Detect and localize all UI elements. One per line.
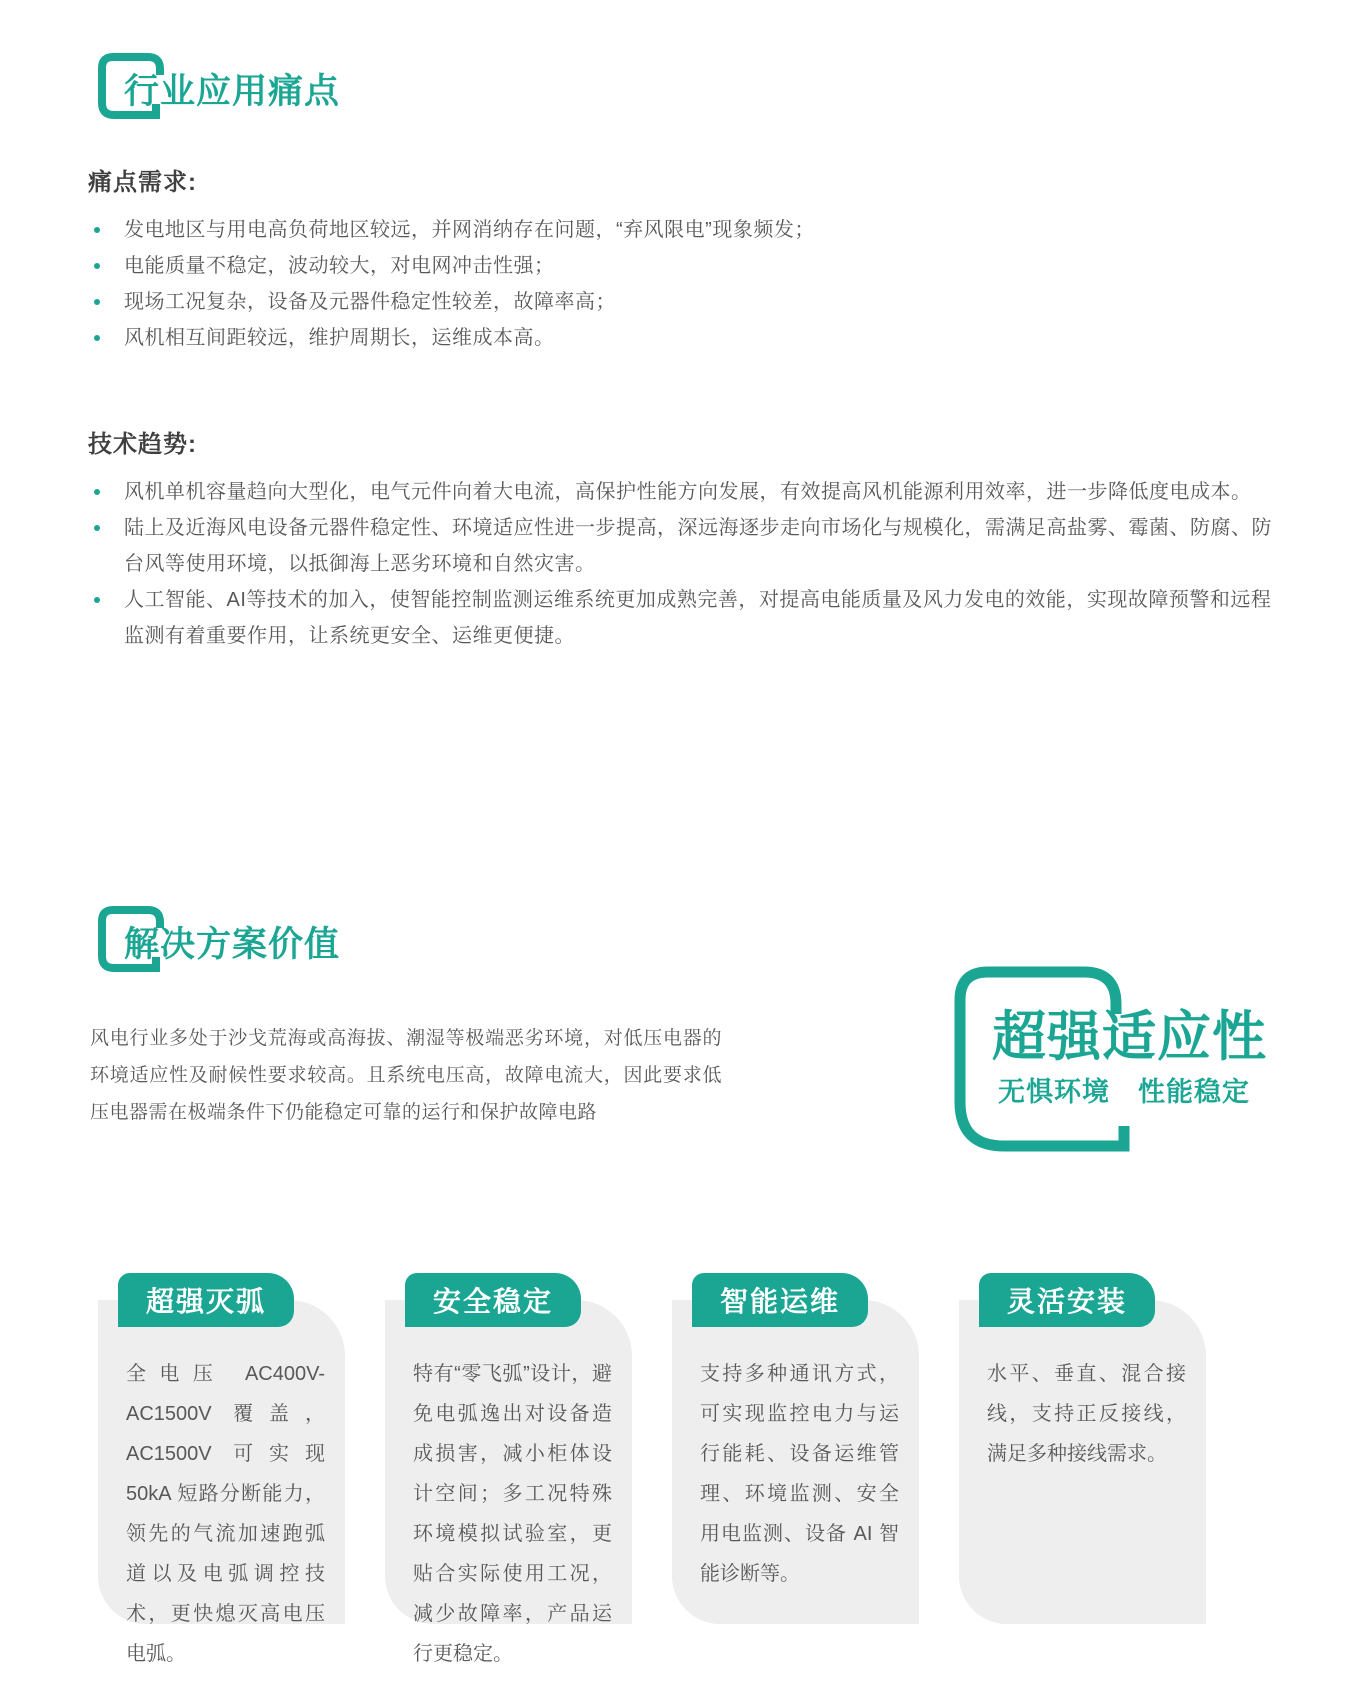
feature-card-tab: [405, 1273, 581, 1327]
section-heading-solution: [96, 903, 516, 993]
bullet-text: 风机相互间距较远，维护周期长，运维成本高。: [124, 327, 555, 349]
bullet-text: 电能质量不稳定，波动较大，对电网冲击性强；: [124, 255, 555, 277]
feature-card-title: 超强灭弧: [146, 1286, 267, 1317]
section-title-pain: 行业应用痛点: [124, 72, 341, 111]
list-item: [88, 510, 1284, 582]
solution-paragraph: 风电行业多处于沙戈荒海或高海拔、潮湿等极端恶劣环境，对低压电器的环境适应性及耐候性要求较高。且系统电压高，故障电流大，因此要求低压电器需在极端条件下仍能稳定可靠的运行和保护故障电路: [90, 1028, 722, 1123]
list-item: [88, 284, 1288, 320]
feature-card-tab: [118, 1273, 294, 1327]
feature-highlight: [954, 966, 1284, 1181]
bullet-text: 人工智能、AI等技术的加入，使智能控制监测运维系统更加成熟完善，对提高电能质量及风力发电的效能，实现故障预警和远程监测有着重要作用，让系统更安全、运维更便捷。: [124, 589, 1272, 647]
section-title-solution: 解决方案价值: [124, 925, 341, 964]
bullet-dot-icon: [94, 597, 100, 603]
list-item: [88, 474, 1284, 510]
bullet-dot-icon: [94, 525, 100, 531]
feature-card: [672, 1286, 919, 1624]
bullet-text: 发电地区与用电高负荷地区较远，并网消纳存在问题，“弃风限电”现象频发；: [124, 219, 815, 241]
bullet-dot-icon: [94, 227, 100, 233]
tech-trend-list: [88, 474, 1284, 654]
feature-card-tab: [692, 1273, 868, 1327]
feature-card-text: 特有“零飞弧”设计，避免电弧逸出对设备造成损害，减小柜体设计空间；多工况特殊环境模拟试验室，更贴合实际使用工况，减少故障率，产品运行更稳定。: [413, 1363, 612, 1665]
feature-card-title: 灵活安装: [1007, 1286, 1128, 1317]
bullet-dot-icon: [94, 489, 100, 495]
bullet-text: 现场工况复杂，设备及元器件稳定性较差，故障率高；: [124, 291, 616, 313]
list-item: [88, 320, 1288, 356]
list-item: [88, 582, 1284, 654]
pain-demand-heading: 痛点需求:: [88, 169, 197, 196]
bullet-dot-icon: [94, 335, 100, 341]
list-item: [88, 212, 1288, 248]
feature-card-title: 安全稳定: [433, 1286, 554, 1317]
feature-title: 超强适应性: [992, 1007, 1267, 1067]
feature-card-title: 智能运维: [720, 1286, 841, 1317]
bullet-text: 陆上及近海风电设备元器件稳定性、环境适应性进一步提高，深远海逐步走向市场化与规模化，需满足高盐雾、霉菌、防腐、防台风等使用环境，以抵御海上恶劣环境和自然灾害。: [124, 517, 1272, 575]
feature-subtitle: 无惧环境 性能稳定: [998, 1077, 1250, 1107]
feature-card: [98, 1286, 345, 1665]
feature-cards: [98, 1286, 1206, 1665]
feature-card-text: 水平、垂直、混合接线，支持正反接线，满足多种接线需求。: [987, 1363, 1186, 1465]
feature-card-text: 支持多种通讯方式，可实现监控电力与运行能耗、设备运维管理、环境监测、安全用电监测、设备 AI 智能诊断等。: [700, 1363, 899, 1585]
bullet-dot-icon: [94, 263, 100, 269]
feature-card-text: 全电压 AC400V-AC1500V 覆盖，AC1500V 可实现 50kA 短路分断能力，领先的气流加速跑弧道以及电弧调控技术，更快熄灭高电压电弧。: [126, 1363, 325, 1665]
tech-trend-heading: 技术趋势:: [88, 431, 197, 458]
feature-card-tab: [979, 1273, 1155, 1327]
section-heading-pain: [96, 50, 516, 140]
feature-card: [959, 1286, 1206, 1624]
list-item: [88, 248, 1288, 284]
bullet-text: 风机单机容量趋向大型化，电气元件向着大电流，高保护性能方向发展，有效提高风机能源利用效率，进一步降低度电成本。: [124, 481, 1252, 503]
feature-card: [385, 1286, 632, 1665]
pain-demand-list: [88, 212, 1288, 356]
bullet-dot-icon: [94, 299, 100, 305]
